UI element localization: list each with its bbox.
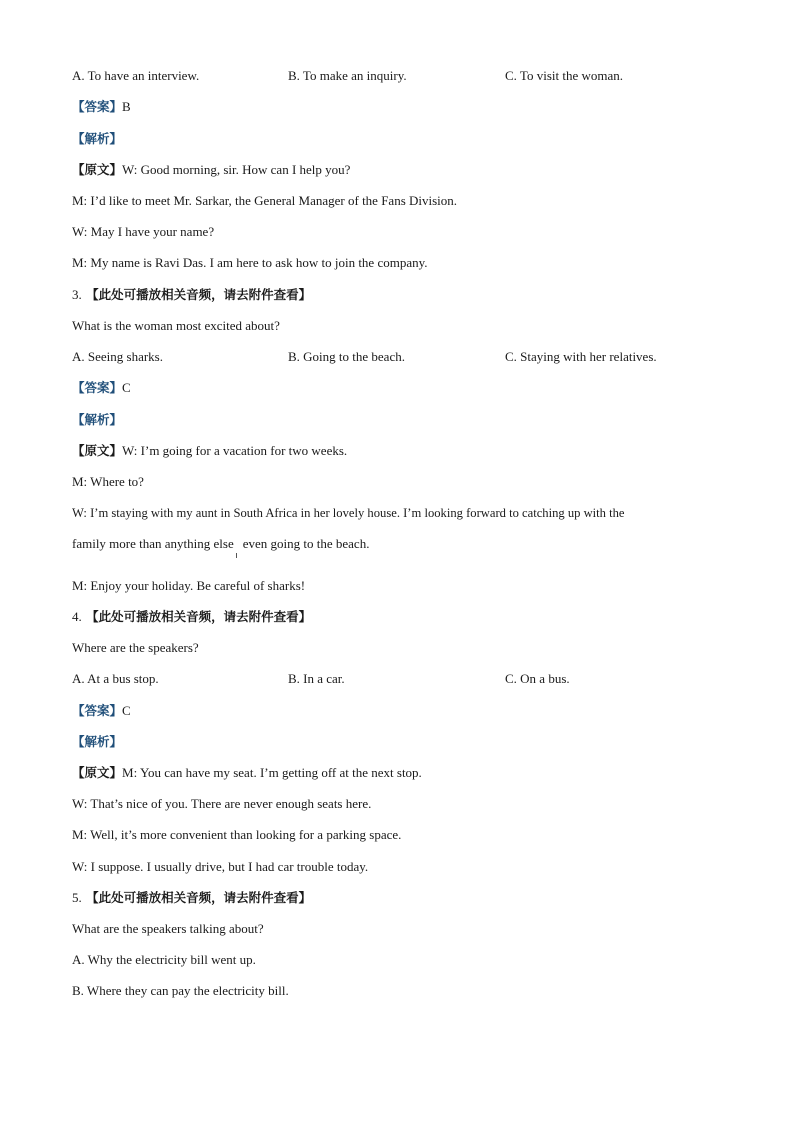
q4-transcript-line: W: That’s nice of you. There are never enough seats here. <box>72 796 372 811</box>
q2-transcript-line: M: My name is Ravi Das. I am here to ask how to join the company. <box>72 255 428 270</box>
q2-analysis <box>72 131 122 147</box>
original-tag: 【原文】 <box>72 162 123 177</box>
analysis-tag: 【解析】 <box>72 412 123 427</box>
q3-question: What is the woman most excited about? <box>72 318 280 333</box>
q3-option-c: C. Staying with her relatives. <box>505 349 657 364</box>
original-tag: 【原文】 <box>72 765 123 780</box>
answer-value: C <box>122 703 131 718</box>
transcript-text: family more than anything else <box>72 536 234 551</box>
q3-heading <box>72 287 311 303</box>
q4-transcript-line <box>72 765 422 781</box>
answer-tag: 【答案】 <box>72 99 123 114</box>
q4-transcript-line: M: Well, it’s more convenient than looking for a parking space. <box>72 827 402 842</box>
edit-mark <box>236 553 237 558</box>
transcript-text: even going to the beach. <box>242 536 370 551</box>
audio-note: 【此处可播放相关音频，请去附件查看】 <box>86 287 312 302</box>
transcript-text: W: Good morning, sir. How can I help you? <box>122 162 351 177</box>
q4-analysis <box>72 734 122 750</box>
transcript-text: M: You can have my seat. I’m getting off at the next stop. <box>122 765 422 780</box>
q3-transcript-line: M: Where to? <box>72 474 144 489</box>
answer-tag: 【答案】 <box>72 703 123 718</box>
q2-option-c: C. To visit the woman. <box>505 68 624 83</box>
q3-option-a: A. Seeing sharks. <box>72 349 163 364</box>
answer-tag: 【答案】 <box>72 380 123 395</box>
q3-answer <box>72 380 131 396</box>
q4-answer <box>72 703 131 719</box>
audio-note: 【此处可播放相关音频，请去附件查看】 <box>86 609 312 624</box>
q5-option-a: A. Why the electricity bill went up. <box>72 952 256 967</box>
question-number: 5. <box>72 890 82 905</box>
q4-transcript-line: W: I suppose. I usually drive, but I had car trouble today. <box>72 859 369 874</box>
q2-transcript-line: W: May I have your name? <box>72 224 215 239</box>
q5-heading <box>72 890 311 906</box>
q2-option-a: A. To have an interview. <box>72 68 200 83</box>
q3-analysis <box>72 412 122 428</box>
q5-option-b: B. Where they can pay the electricity bill. <box>72 983 289 998</box>
question-number: 3. <box>72 287 82 302</box>
analysis-tag: 【解析】 <box>72 131 123 146</box>
q4-option-a: A. At a bus stop. <box>72 671 159 686</box>
q4-option-b: B. In a car. <box>288 671 345 686</box>
transcript-text: W: I’m going for a vacation for two weeks. <box>122 443 348 458</box>
q3-option-b: B. Going to the beach. <box>288 349 405 364</box>
q3-transcript-line <box>72 443 347 459</box>
audio-note: 【此处可播放相关音频，请去附件查看】 <box>86 890 312 905</box>
q3-transcript-line <box>72 536 369 558</box>
q2-option-b: B. To make an inquiry. <box>288 68 407 83</box>
q5-question: What are the speakers talking about? <box>72 921 264 936</box>
q3-transcript-line: M: Enjoy your holiday. Be careful of sharks! <box>72 578 306 593</box>
original-tag: 【原文】 <box>72 443 123 458</box>
answer-value: C <box>122 380 131 395</box>
q2-answer <box>72 99 131 115</box>
q4-heading <box>72 609 311 625</box>
q3-transcript-line: W: I’m staying with my aunt in South Africa in her lovely house. I’m looking forward to catching up with the <box>72 506 625 520</box>
q2-transcript-line <box>72 162 350 178</box>
analysis-tag: 【解析】 <box>72 734 123 749</box>
q2-transcript-line: M: I’d like to meet Mr. Sarkar, the General Manager of the Fans Division. <box>72 193 458 208</box>
question-number: 4. <box>72 609 82 624</box>
answer-value: B <box>122 99 131 114</box>
q4-question: Where are the speakers? <box>72 640 199 655</box>
q4-option-c: C. On a bus. <box>505 671 570 686</box>
